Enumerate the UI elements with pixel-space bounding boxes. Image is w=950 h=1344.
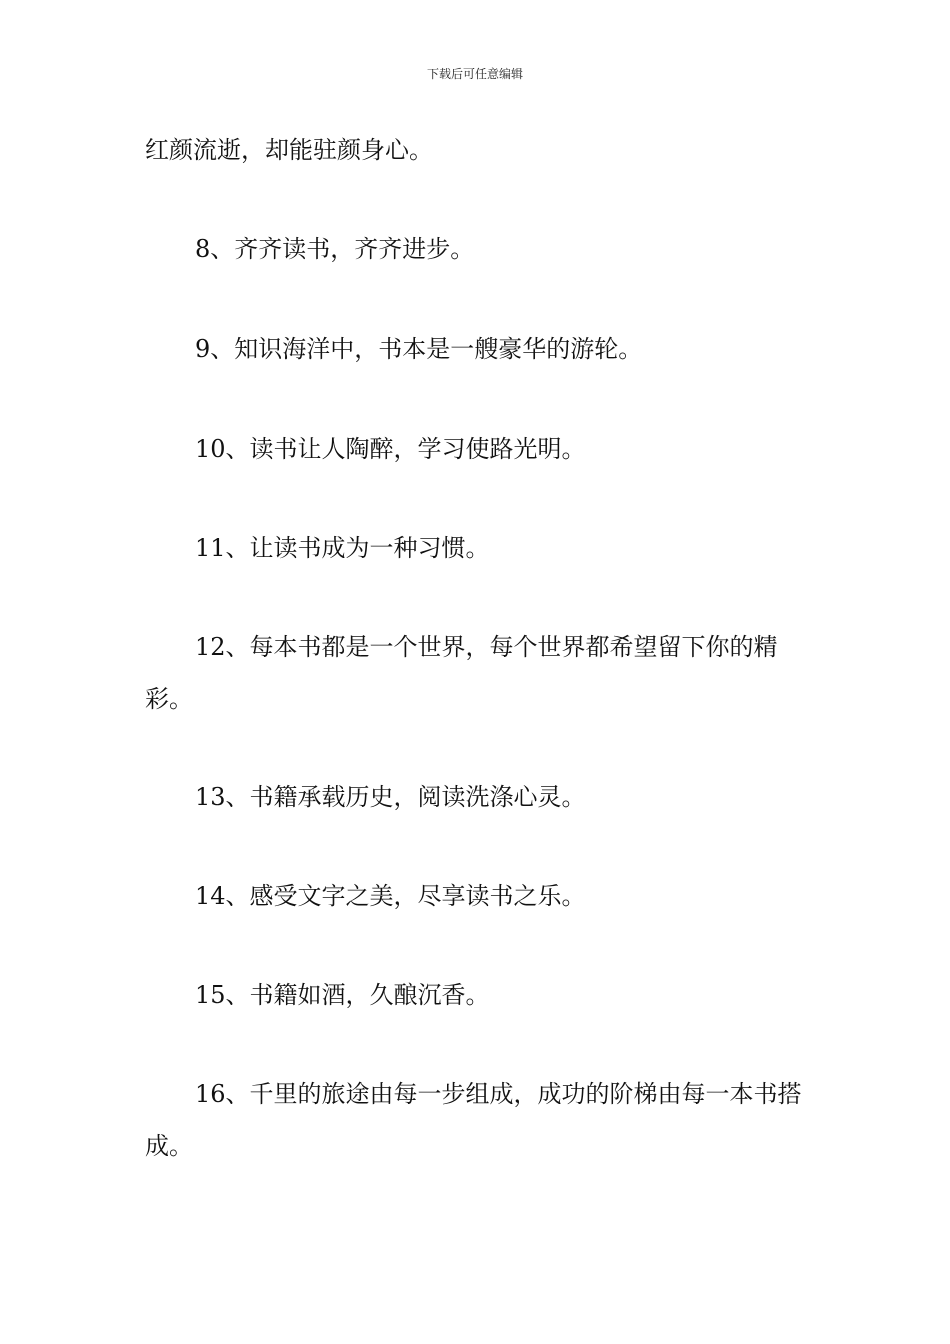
paragraph-item-16: 16、千里的旅途由每一步组成，成功的阶梯由每一本书搭成。 <box>145 1080 802 1160</box>
paragraph-item-8: 8、齐齐读书，齐齐进步。 <box>195 235 475 263</box>
paragraph-item-9: 9、知识海洋中，书本是一艘豪华的游轮。 <box>195 335 643 363</box>
paragraph-item-13: 13、书籍承载历史，阅读洗涤心灵。 <box>195 783 586 811</box>
page-header: 下载后可任意编辑 <box>426 67 523 81</box>
paragraph-continuation: 红颜流逝，却能驻颜身心。 <box>145 136 433 164</box>
paragraph-item-10: 10、读书让人陶醉，学习使路光明。 <box>195 435 586 463</box>
paragraph-item-11: 11、让读书成为一种习惯。 <box>195 534 490 562</box>
paragraph-item-12: 12、每本书都是一个世界，每个世界都希望留下你的精彩。 <box>145 633 778 713</box>
paragraph-item-15: 15、书籍如酒，久酿沉香。 <box>195 981 490 1009</box>
paragraph-item-14: 14、感受文字之美，尽享读书之乐。 <box>195 882 586 910</box>
